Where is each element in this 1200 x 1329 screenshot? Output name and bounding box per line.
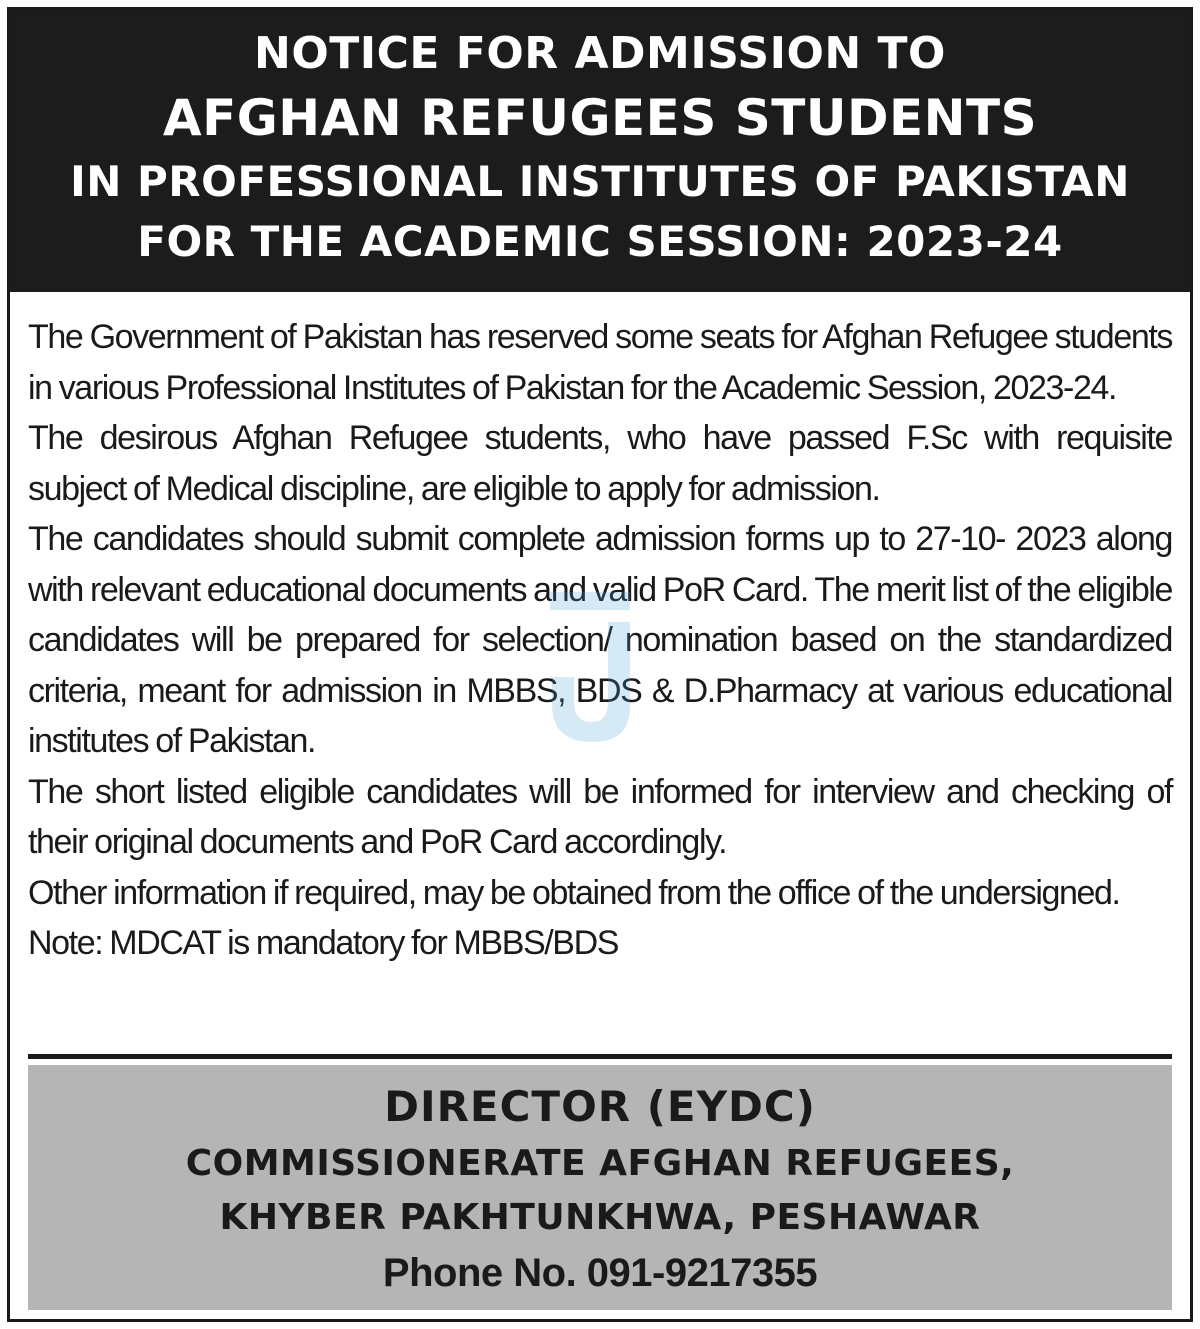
footer-org-line-2: KHYBER PAKHTUNKHWA, PESHAWAR — [219, 1197, 981, 1238]
notice-body — [10, 292, 1190, 1054]
paragraph-3: The candidates should submit complete admission forms up to 27-10- 2023 along with relevant educational documents and valid PoR Card. The merit list of the eligible candidates will be prepared for selection/ nomination based on the standardized criteria, meant for admission in MBBS, BDS & D.Pharmacy at various educational institutes of Pakistan. — [28, 520, 1172, 760]
footer-title: DIRECTOR (EYDC) — [384, 1082, 816, 1131]
footer-org-line-1: COMMISSIONERATE AFGHAN REFUGEES, — [185, 1143, 1015, 1184]
notice — [7, 7, 1193, 1322]
paragraph-4: The short listed eligible candidates will be informed for interview and checking of their original documents and PoR Card accordingly. — [28, 772, 1172, 861]
header-line-2: AFGHAN REFUGEES STUDENTS — [162, 89, 1038, 147]
divider — [28, 1054, 1172, 1059]
footer-phone: Phone No. 091-9217355 — [382, 1251, 818, 1295]
notice-header — [10, 10, 1190, 292]
notice-footer — [28, 1065, 1172, 1310]
header-line-4: FOR THE ACADEMIC SESSION: 2023-24 — [137, 217, 1063, 266]
note-text: Note: MDCAT is mandatory for MBBS/BDS — [28, 924, 619, 962]
paragraph-1: The Government of Pakistan has reserved some seats for Afghan Refugee students in various Professional Institutes of Pakistan for the Academic Session, 2023-24. — [28, 318, 1172, 407]
paragraph-5: Other information if required, may be obtained from the office of the undersigned. — [28, 873, 1120, 912]
paragraph-2: The desirous Afghan Refugee students, who have passed F.Sc with requisite subject of Medical discipline, are eligible to apply for admission. — [28, 419, 1172, 508]
header-line-3: IN PROFESSIONAL INSTITUTES OF PAKISTAN — [70, 157, 1130, 206]
header-line-1: NOTICE FOR ADMISSION TO — [254, 28, 946, 79]
